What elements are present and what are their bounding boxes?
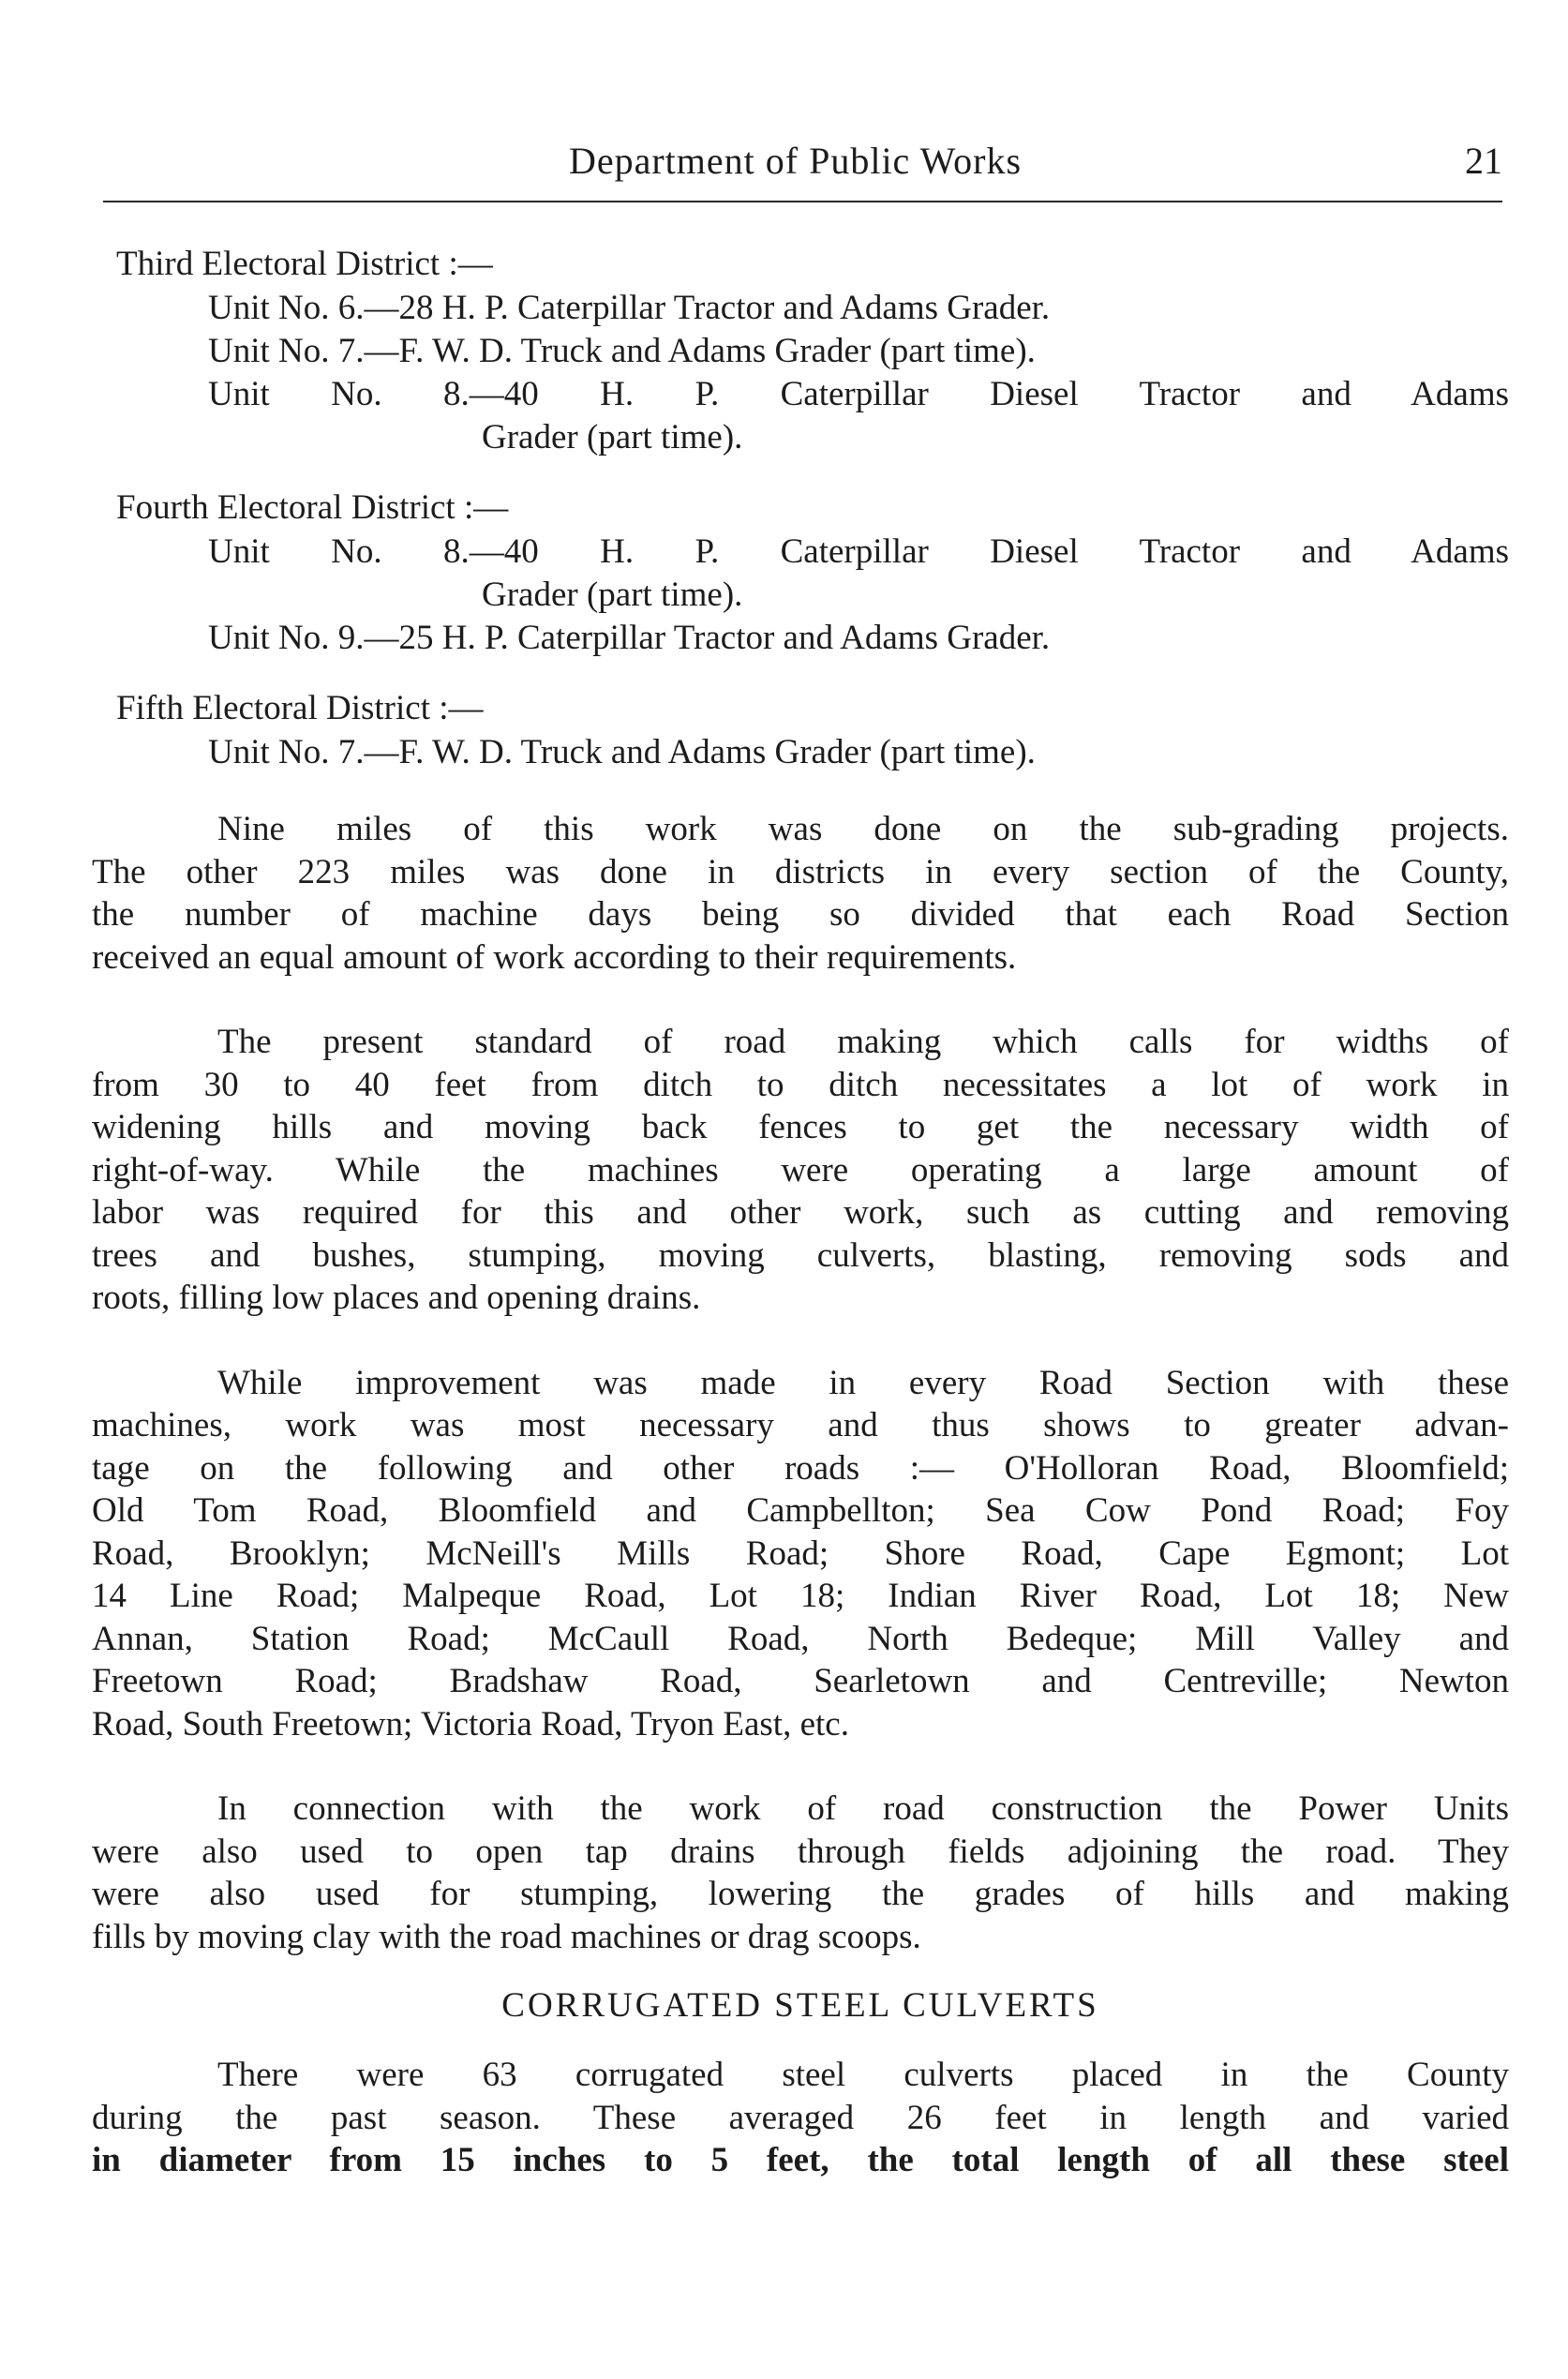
district-heading: Fifth Electoral District :—	[116, 689, 484, 727]
paragraph-line: Road, South Freetown; Victoria Road, Tryon East, etc.	[92, 1704, 849, 1743]
paragraph-line: Annan, Station Road; McCaull Road, North Bedeque; Mill Valley and	[92, 1619, 1509, 1658]
paragraph-line: right-of-way. While the machines were operating a large amount of	[92, 1150, 1509, 1190]
running-head	[84, 139, 1506, 195]
paragraph-line: Freetown Road; Bradshaw Road, Searletown and Centreville; Newton	[92, 1662, 1509, 1700]
document-body	[92, 242, 1509, 2182]
paragraph-line: trees and bushes, stumping, moving culverts, blasting, removing sods and	[92, 1235, 1509, 1275]
paragraph-line: Old Tom Road, Bloomfield and Campbellton; Sea Cow Pond Road; Foy	[92, 1491, 1509, 1530]
unit-list	[208, 531, 1509, 660]
unit-entry: Unit No. 9.—25 H. P. Caterpillar Tractor and Adams Grader.	[208, 619, 1051, 657]
paragraph-line: Road, Brooklyn; McNeill's Mills Road; Shore Road, Cape Egmont; Lot	[92, 1534, 1509, 1573]
paragraph-line: There were 63 corrugated steel culverts placed in the County	[217, 2056, 1509, 2094]
paragraph-line: machines, work was most necessary and thus shows to greater advan-	[92, 1406, 1509, 1444]
page-number: 21	[1465, 140, 1502, 182]
paragraph-line: in diameter from 15 inches to 5 feet, the total length of all these steel	[92, 2141, 1509, 2179]
paragraph-line: 14 Line Road; Malpeque Road, Lot 18; Indian River Road, Lot 18; New	[92, 1577, 1509, 1615]
paragraph-line: roots, filling low places and opening drains.	[92, 1279, 701, 1317]
paragraph-line: The other 223 miles was done in districts in every section of the County,	[92, 852, 1509, 891]
paragraph	[92, 1362, 1509, 1746]
paragraph-line: In connection with the work of road construction the Power Units	[217, 1789, 1509, 1828]
unit-list	[208, 731, 1509, 774]
paragraph-line: were also used for stumping, lowering the grades of hills and making	[92, 1875, 1509, 1913]
paragraph-line: While improvement was made in every Road Section with these	[217, 1363, 1509, 1402]
paragraph-line: fills by moving clay with the road machines or drag scoops.	[92, 1917, 921, 1956]
paragraph	[92, 1788, 1509, 1958]
unit-entry: Unit No. 7.—F. W. D. Truck and Adams Grader (part time).	[208, 332, 1036, 370]
paragraph-line: from 30 to 40 feet from ditch to ditch necessitates a lot of work in	[92, 1065, 1509, 1104]
paragraph	[92, 2054, 1509, 2182]
paragraph-line: widening hills and moving back fences to get the necessary width of	[92, 1108, 1509, 1146]
paragraph-line: the number of machine days being so divided that each Road Section	[92, 895, 1509, 934]
paragraph-line: were also used to open tap drains through fields adjoining the road. They	[92, 1832, 1509, 1871]
paragraph	[92, 808, 1509, 979]
paragraph-line: labor was required for this and other work, such as cutting and removing	[92, 1193, 1509, 1232]
unit-entry: Unit No. 7.—F. W. D. Truck and Adams Grader (part time).	[208, 733, 1036, 771]
paragraph-line: Nine miles of this work was done on the sub-grading projects.	[217, 810, 1509, 848]
unit-entry: Unit No. 6.—28 H. P. Caterpillar Tractor and Adams Grader.	[208, 289, 1051, 327]
district-heading: Fourth Electoral District :—	[116, 488, 509, 527]
district-heading: Third Electoral District :—	[116, 245, 493, 283]
section-heading: CORRUGATED STEEL CULVERTS	[501, 1986, 1099, 2025]
running-title: Department of Public Works	[568, 140, 1023, 182]
unit-entry-continuation: Grader (part time).	[482, 576, 743, 614]
paragraph	[92, 1021, 1509, 1320]
paragraph-line: tage on the following and other roads :— O'Holloran Road, Bloomfield;	[92, 1448, 1509, 1488]
unit-entry-continuation: Grader (part time).	[482, 418, 743, 456]
header-rule	[103, 201, 1502, 202]
unit-entry: Unit No. 8.—40 H. P. Caterpillar Diesel Tractor and Adams	[208, 375, 1509, 413]
paragraph-line: received an equal amount of work according to their requirements.	[92, 937, 1017, 977]
unit-list	[208, 287, 1509, 459]
paragraph-line: The present standard of road making which calls for widths of	[217, 1023, 1509, 1061]
paragraph-line: during the past season. These averaged 26 feet in length and varied	[92, 2098, 1509, 2137]
unit-entry: Unit No. 8.—40 H. P. Caterpillar Diesel Tractor and Adams	[208, 532, 1509, 571]
